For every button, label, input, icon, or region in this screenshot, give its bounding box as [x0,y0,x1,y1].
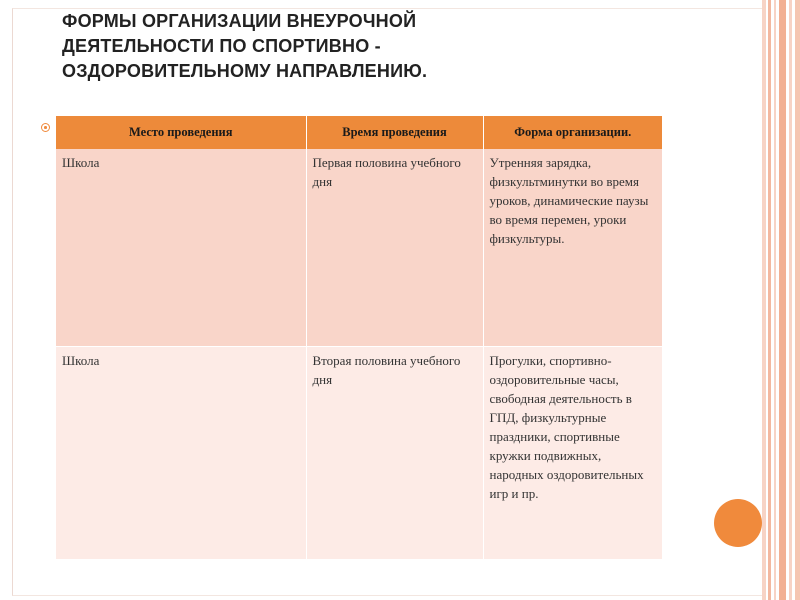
table-row [56,149,662,347]
header-place: Место проведения [56,116,306,149]
decorative-circle-icon [714,499,762,547]
header-time: Время проведения [306,116,483,149]
table-header-row [56,116,662,149]
title-line-2: ДЕЯТЕЛЬНОСТИ ПО СПОРТИВНО - [62,36,381,56]
bullet-icon [41,123,50,132]
header-form: Форма организации. [483,116,662,149]
page-title [62,9,602,84]
title-line-1: ФОРМЫ ОРГАНИЗАЦИИ ВНЕУРОЧНОЙ [62,11,417,31]
cell-time: Первая половина учебного дня [306,149,483,347]
cell-form: Утренняя зарядка, физкультминутки во время уроков, динамические паузы во время перемен, уроки физкультуры. [483,149,662,347]
organization-forms-table [56,116,662,559]
cell-time: Вторая половина учебного дня [306,347,483,560]
cell-place: Школа [56,149,306,347]
table-row [56,347,662,560]
decorative-stripes [762,0,800,600]
cell-place: Школа [56,347,306,560]
title-line-3: ОЗДОРОВИТЕЛЬНОМУ НАПРАВЛЕНИЮ. [62,61,428,81]
cell-form: Прогулки, спортивно-оздоровительные часы, свободная деятельность в ГПД, физкультурные праздники, спортивные кружки подвижных, народных оздоровительных игр и пр. [483,347,662,560]
